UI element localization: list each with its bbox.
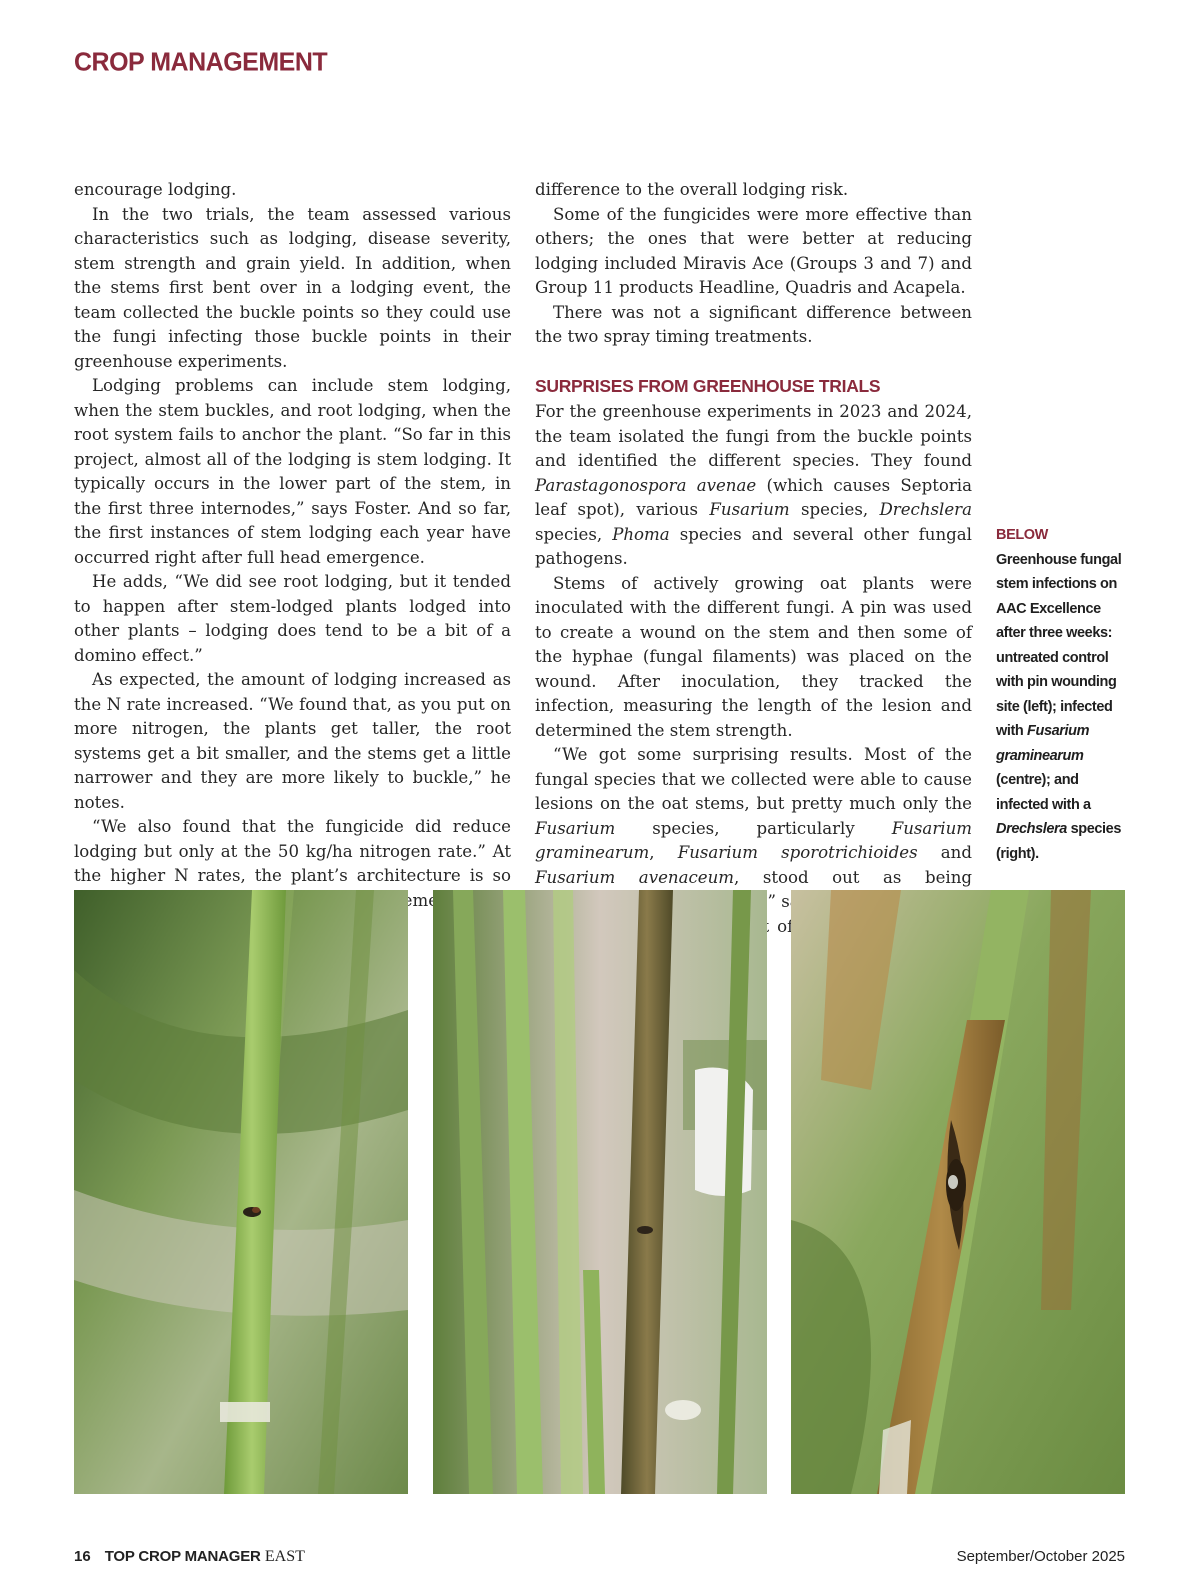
paragraph: In the two trials, the team assessed various characteristics such as lodging, disease severity, stem strength and grain yield. In addition, when the stems first bent over in a lodging event, the team collected the buckle points so they could use the fungi infecting those buckle points in their greenhouse experiments. (74, 204, 511, 371)
paragraph: There was not a significant difference between the two spray timing treatments. (535, 302, 972, 346)
magazine-name: TOP CROP MANAGER (104, 1548, 261, 1565)
subheading: SURPRISES FROM GREENHOUSE TRIALS (535, 375, 881, 396)
photo-untreated-control (74, 890, 408, 1494)
paragraph: For the greenhouse experiments in 2023 and 2024, the team isolated the fungi from the buckle points and identified the different species. They found Parastagonospora avenae (which causes Septoria leaf spot), various Fusarium species, Drechslera species, Phoma species and several other fungal pathogens. (535, 402, 973, 568)
photo-fusarium-infection (433, 890, 767, 1494)
caption-label: BELOW (996, 527, 1048, 543)
page-footer (74, 1548, 1125, 1566)
paragraph: Some of the fungicides were more effective than others; the ones that were better at reducing lodging included Miravis Ace (Groups 3 and 7) and Group 11 products Headline, Quadris and Acapela. (535, 204, 972, 297)
paragraph: Stems of actively growing oat plants were inoculated with the different fungi. A pin was used to create a wound on the stem and then some of the hyphae (fungal filaments) was placed on the wound. After inoculation, they tracked the infection, measuring the length of the lesion and determined the stem strength. (535, 573, 972, 740)
section-label: CROP MANAGEMENT (74, 47, 328, 77)
page-number: 16 (74, 1548, 91, 1565)
photo-caption: BELOW Greenhouse fungal stem infections on AAC Excellence after three weeks: untreated control with pin wounding site (left); infected with Fusarium graminearum (centre); and infected with a Drechslera species (right). (996, 527, 1122, 862)
magazine-edition: EAST (264, 1548, 305, 1565)
paragraph: As expected, the amount of lodging increased as the N rate increased. “We found that, as you put on more nitrogen, the plants get taller, the root systems get a bit smaller, and the stems get a little narrower and they are more likely to buckle,” he notes. (74, 670, 511, 812)
paragraph: “We got some surprising results. Most of the fungal species that we collected were able to cause lesions on the oat stems, but pretty much only the Fusarium species, particularly Fusarium graminearum, Fusarium sporotrichioides and Fusarium avenaceum, stood out as being (535, 745, 973, 887)
paragraph: encourage lodging. (74, 180, 237, 199)
issue-date: September/October 2025 (956, 1548, 1125, 1565)
article-left-column (74, 178, 511, 938)
paragraph: of (777, 916, 794, 936)
paragraph: Lodging problems can include stem lodging, when the stem buckles, and root lodging, when the root system fails to anchor the plant. “So far in this project, almost all of the lodging is stem lodging. It typically occurs in the lower part of the stem, in the first three internodes,” says Foster. And so far, the first instances of stem lodging each year have occurred right after full head emergence. (74, 376, 511, 567)
paragraph: He adds, “We did see root lodging, but it tended to happen after stem-lodged plants lodged into other plants – lodging does tend to be a bit of a domino effect.” (74, 572, 511, 665)
article-middle-column (535, 178, 972, 964)
paragraph: “We also found that the fungicide did reduce lodging but only at the 50 kg/ha nitrogen rate.” At the higher N rates, the plant’s architecture is so (74, 817, 511, 885)
paragraph: difference to the overall lodging risk. (535, 180, 849, 199)
photo-drechslera-infection (791, 890, 1125, 1494)
